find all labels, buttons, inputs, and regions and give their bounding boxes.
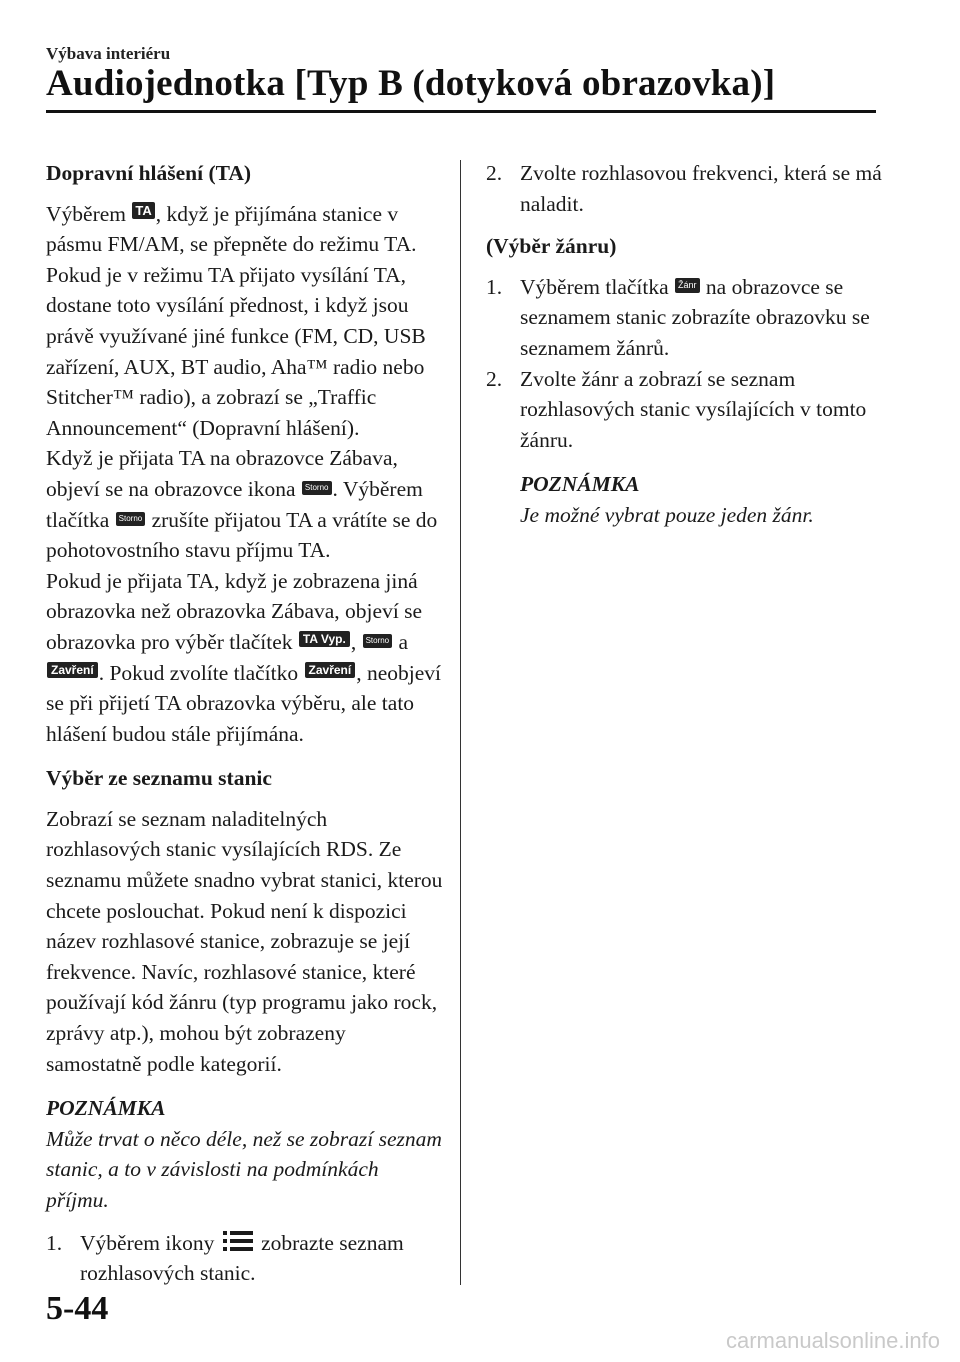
note-text: Může trvat o něco déle, než se zobrazí seznam stanic, a to v závislosti na podmínkách příjmu. xyxy=(46,1126,442,1212)
step-1: 1. Výběrem ikony zobrazte seznam rozhlasových stanic. xyxy=(46,1228,446,1289)
close-button-icon: Zavření xyxy=(47,662,98,678)
step-number: 2. xyxy=(486,366,503,391)
note-title: POZNÁMKA xyxy=(46,1096,166,1121)
title-rule xyxy=(46,110,876,113)
close-button-icon: Zavření xyxy=(305,662,356,678)
left-column xyxy=(46,158,446,1289)
storno-icon: Storno xyxy=(302,481,332,495)
page-number: 5-44 xyxy=(46,1290,109,1327)
ta-button-icon: TA xyxy=(132,202,154,219)
genre-step-1: 1. Výběrem tlačítka Žánr na obrazovce se seznamem stanic zobrazíte obrazovku se seznamem žánrů. xyxy=(486,272,886,364)
step-number: 1. xyxy=(486,274,503,299)
ta-paragraph-3: Když je přijata TA na obrazovce Zábava, objeví se na obrazovce ikona Storno . Výběrem tlačítka Storno zrušíte přijatou TA a vrátíte se do pohotovostního stavu příjmu TA. xyxy=(46,446,438,563)
storno-button-icon: Storno xyxy=(116,512,146,526)
section-label: Výbava interiéru xyxy=(46,44,171,63)
ta-paragraph-2: Pokud je v režimu TA přijato vysílání TA, dostane toto vysílání přednost, i když jsou právě využívané jiné funkce (FM, CD, USB zařízení, AUX, BT audio, Aha™ radio nebo Stitcher™ radio), a zobrazí se „Traffic Announcement“ (Dopravní hlášení). xyxy=(46,262,426,440)
ta-off-button-icon: TA Vyp. xyxy=(299,631,350,647)
ta-paragraph-4: Pokud je přijata TA, když je zobrazena jiná obrazovka než obrazovka Zábava, objeví se obrazovka pro výběr tlačítek TA Vyp. , Storno a Zavření . Pokud zvolíte tlačítko Zavření , neobjeví se při přijetí TA obrazovka výběru, ale tato hlášení budou stále přijímána. xyxy=(46,568,441,746)
step-number: 1. xyxy=(46,1230,63,1255)
station-list-paragraph: Zobrazí se seznam naladitelných rozhlasových stanic vysílajících RDS. Ze seznamu můžete snadno vybrat stanici, kterou chcete poslouchat. Pokud není k dispozici název rozhlasové stanice, zobrazuje se její frekvence. Navíc, rozhlasové stanice, které používají kód žánru (typ programu jako rock, zprávy atp.), mohou být zobrazeny samostatně podle kategorií. xyxy=(46,806,443,1076)
ta-paragraph-1: Výběrem TA , když je přijímána stanice v pásmu FM/AM, se přepněte do režimu TA. xyxy=(46,201,417,257)
station-list-heading: Výběr ze seznamu stanic xyxy=(46,766,272,791)
step-number: 2. xyxy=(486,161,503,185)
watermark: carmanualsonline.info xyxy=(725,1328,940,1353)
list-icon xyxy=(223,1230,253,1252)
right-column xyxy=(486,158,886,531)
genre-step-2: 2. Zvolte žánr a zobrazí se seznam rozhlasových stanic vysílajících v tomto žánru. xyxy=(486,364,886,456)
page-title: Audiojednotka [Typ B (dotyková obrazovka)] xyxy=(46,63,776,104)
ta-heading: Dopravní hlášení (TA) xyxy=(46,161,252,185)
genre-heading: (Výběr žánru) xyxy=(486,234,617,259)
column-divider xyxy=(460,160,461,1285)
note-text: Je možné vybrat pouze jeden žánr. xyxy=(520,502,814,527)
step-2: 2. Zvolte rozhlasovou frekvenci, která se má naladit. xyxy=(486,158,886,219)
genre-button-icon: Žánr xyxy=(675,278,700,293)
storno-button-icon: Storno xyxy=(363,634,393,648)
note-title: POZNÁMKA xyxy=(520,472,640,497)
